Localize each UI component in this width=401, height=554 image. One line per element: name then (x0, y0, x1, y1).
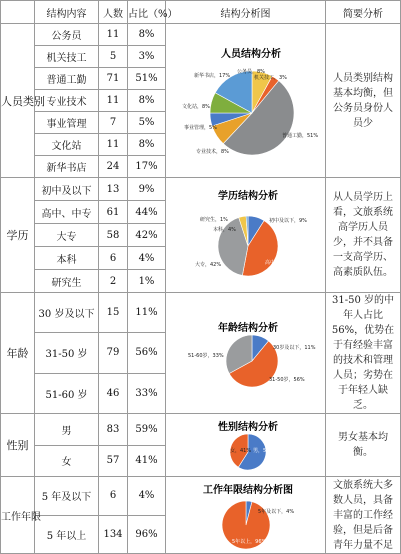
row-percent: 5% (128, 112, 166, 134)
row-count: 11 (99, 90, 128, 112)
chart-cell-gender (166, 414, 326, 477)
chart-cell-education (166, 178, 326, 293)
data-label: 女，41% (230, 448, 252, 454)
data-label: 新华书店，17% (194, 72, 231, 79)
data-label: 5年及以下，4% (258, 509, 295, 515)
row-label: 新华书店 (35, 156, 99, 178)
row-percent: 59% (128, 414, 166, 446)
row-count: 5 (99, 46, 128, 68)
row-count: 71 (99, 68, 128, 90)
table-row (1, 414, 401, 446)
row-count: 7 (99, 112, 128, 134)
row-count: 58 (99, 224, 128, 247)
row-percent: 8% (128, 24, 166, 46)
row-label: 男 (35, 414, 99, 446)
row-count: 79 (99, 333, 128, 373)
analysis-education: 从人员学历上看，文旅系统高学历人员少，并不具备一支高学历、高素质队伍。 (326, 178, 401, 293)
row-percent: 33% (128, 373, 166, 413)
data-label: 31-50岁，56% (269, 377, 305, 383)
row-count: 15 (99, 293, 128, 333)
data-label: 公务员，8% (237, 68, 265, 75)
data-label: 本科，4% (213, 227, 236, 233)
category-gender: 性别 (1, 414, 35, 477)
row-label: 机关技工 (35, 46, 99, 68)
data-label: 51-60岁，33% (188, 353, 224, 359)
chart-title: 学历结构分析 (218, 191, 278, 202)
row-label: 30 岁及以下 (35, 293, 99, 333)
row-label: 公务员 (35, 24, 99, 46)
header-chart: 结构分析图 (166, 1, 326, 24)
data-label: 文化站，8% (182, 103, 210, 110)
chart-title: 年龄结构分析 (218, 323, 278, 334)
row-percent: 56% (128, 333, 166, 373)
analysis-tenure: 文旅系统大多数人员，具备丰富的工作经验，但是后备青年力量不足 (326, 477, 401, 554)
table-row (1, 293, 401, 333)
row-percent: 8% (128, 90, 166, 112)
row-label: 事业管理 (35, 112, 99, 134)
row-count: 13 (99, 178, 128, 201)
row-label: 女 (35, 445, 99, 477)
pie-chart-tenure (166, 477, 326, 553)
row-percent: 4% (128, 247, 166, 270)
row-count: 2 (99, 270, 128, 293)
analysis-gender: 男女基本均衡。 (326, 414, 401, 477)
chart-title: 人员结构分析 (221, 48, 281, 60)
row-label: 文化站 (35, 134, 99, 156)
header-analysis: 简要分析 (326, 1, 401, 24)
row-percent: 1% (128, 270, 166, 293)
chart-cell-tenure (166, 477, 326, 554)
table-row (1, 477, 401, 516)
row-label: 31-50 岁 (35, 333, 99, 373)
data-label: 事业管理，5% (184, 124, 217, 131)
category-education: 学历 (1, 178, 35, 293)
table-row (1, 178, 401, 201)
data-label: 大专，42% (195, 262, 222, 268)
row-label: 初中及以下 (35, 178, 99, 201)
data-label: 研究生，1% (200, 217, 228, 223)
data-label: 机关技工，3% (254, 74, 287, 81)
row-label: 研究生 (35, 270, 99, 293)
row-label: 本科 (35, 247, 99, 270)
data-label: 男，59% (253, 448, 275, 454)
category-personnel: 人员类别 (1, 24, 35, 178)
row-count: 83 (99, 414, 128, 446)
pie-chart-education (166, 178, 326, 292)
data-label: 专业技术，8% (196, 148, 229, 155)
pie-chart-gender (166, 414, 326, 476)
data-label: 高中、中专，44% (265, 260, 307, 266)
chart-cell-age (166, 293, 326, 414)
analysis-personnel: 人员类别结构基本均衡，但公务员身份人员少 (326, 24, 401, 178)
row-percent: 8% (128, 134, 166, 156)
header-count: 人数 (99, 1, 128, 24)
row-label: 51-60 岁 (35, 373, 99, 413)
row-count: 134 (99, 515, 128, 554)
data-label: 普通工勤，51% (282, 132, 319, 139)
row-count: 6 (99, 477, 128, 516)
row-label: 专业技术 (35, 90, 99, 112)
row-count: 57 (99, 445, 128, 477)
analysis-age: 31-50 岁的中年人占比 56%，优势在于有经验丰富的技术和管理人员；劣势在于年轻人缺乏。 (326, 293, 401, 414)
row-percent: 9% (128, 178, 166, 201)
row-percent: 42% (128, 224, 166, 247)
pie-chart-age (166, 313, 326, 393)
chart-title: 工作年限结构分析图 (203, 485, 293, 496)
category-tenure: 工作年限 (1, 477, 35, 554)
row-percent: 41% (128, 445, 166, 477)
row-label: 高中、中专 (35, 201, 99, 224)
header-percent: 占比（%） (128, 1, 166, 24)
category-age: 年龄 (1, 293, 35, 414)
row-percent: 51% (128, 68, 166, 90)
chart-cell-personnel (166, 24, 326, 178)
data-label: 5年以上，96% (232, 539, 267, 545)
row-count: 11 (99, 134, 128, 156)
row-label: 5 年及以下 (35, 477, 99, 516)
header-category (1, 1, 35, 24)
row-percent: 11% (128, 293, 166, 333)
row-percent: 4% (128, 477, 166, 516)
row-count: 11 (99, 24, 128, 46)
table-row (1, 24, 401, 46)
pie-chart-personnel (166, 25, 326, 177)
chart-title: 性别结构分析 (218, 422, 278, 433)
row-label: 5 年以上 (35, 515, 99, 554)
row-percent: 17% (128, 156, 166, 178)
row-percent: 44% (128, 201, 166, 224)
row-count: 46 (99, 373, 128, 413)
header-content: 结构内容 (35, 1, 99, 24)
row-label: 普通工勤 (35, 68, 99, 90)
row-label: 大专 (35, 224, 99, 247)
header-row (1, 1, 401, 24)
row-count: 24 (99, 156, 128, 178)
row-percent: 3% (128, 46, 166, 68)
data-label: 初中及以下，9% (269, 218, 307, 224)
row-count: 6 (99, 247, 128, 270)
data-label: 30岁及以下，11% (273, 345, 316, 351)
row-percent: 96% (128, 515, 166, 554)
row-count: 61 (99, 201, 128, 224)
